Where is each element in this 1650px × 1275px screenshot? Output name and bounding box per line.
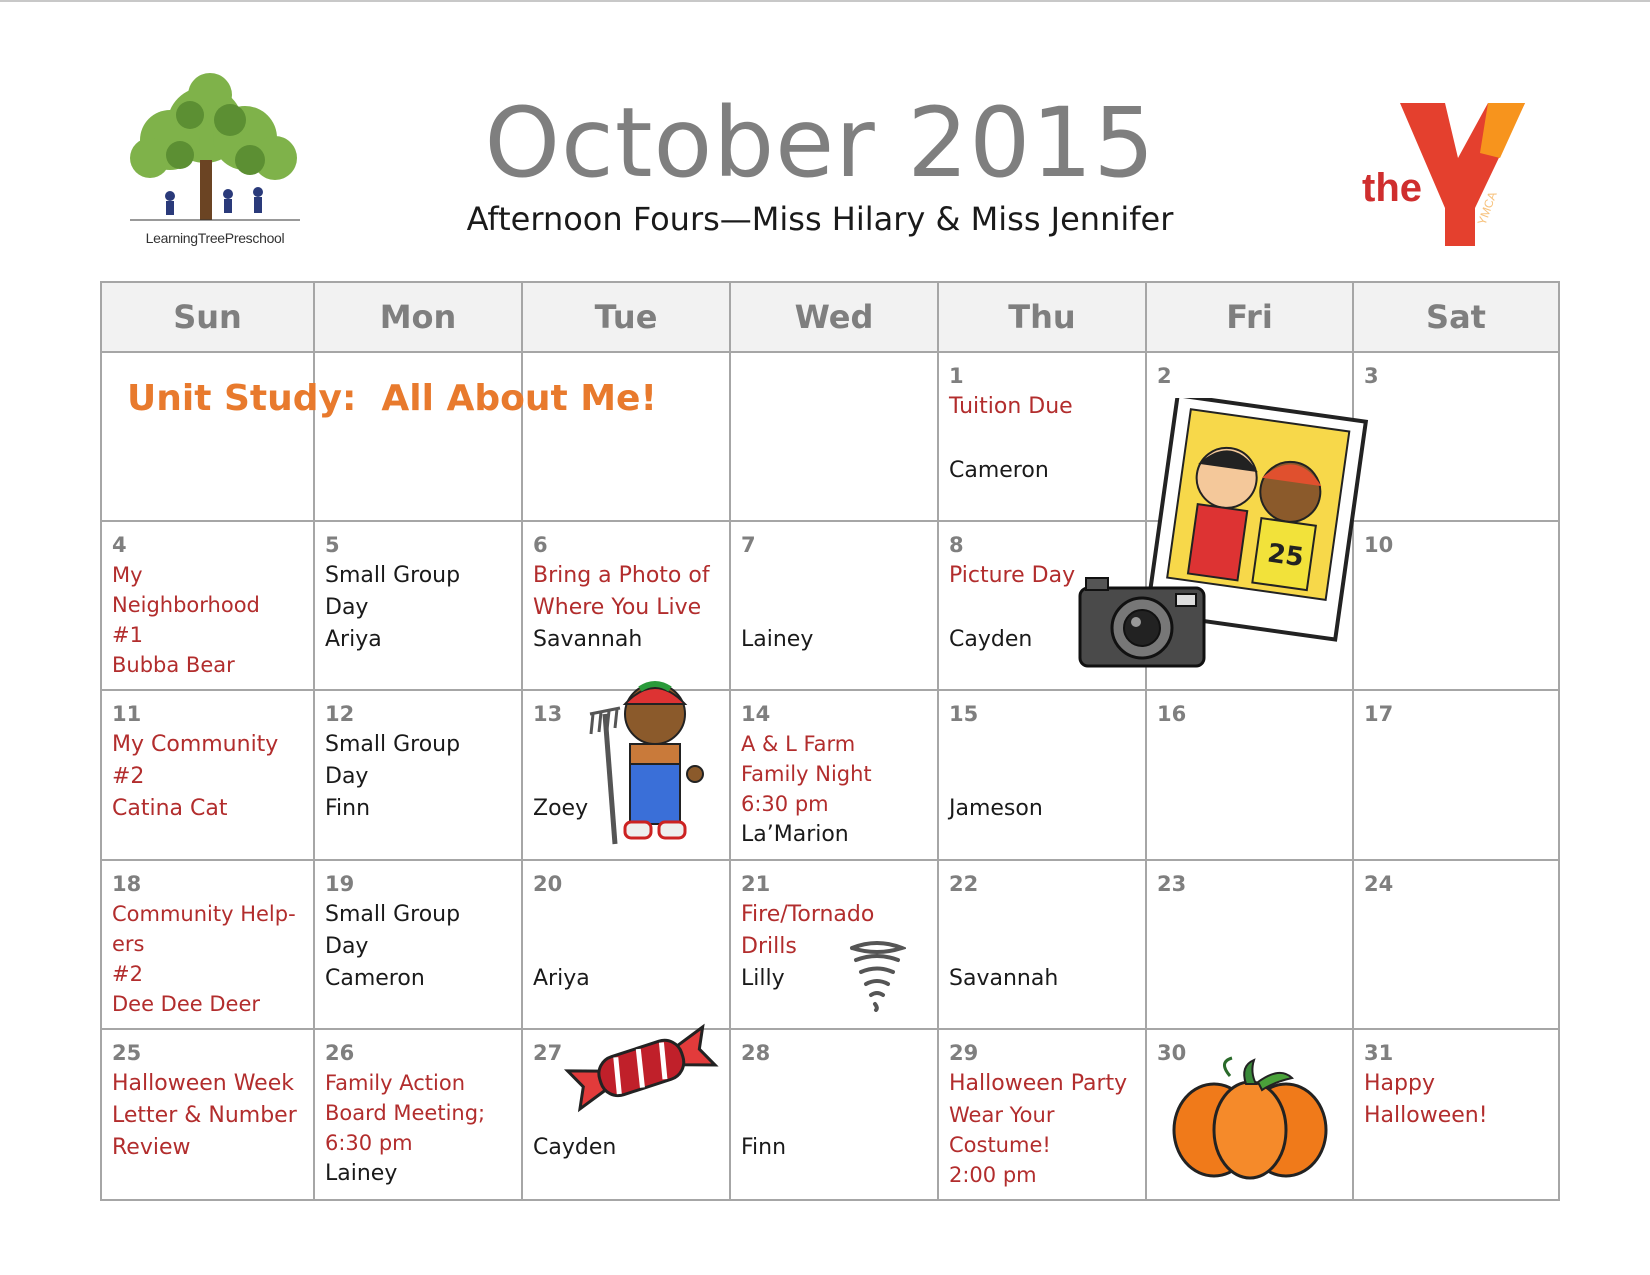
day-event-line: Bubba Bear (112, 652, 235, 677)
day-cell-1 (938, 352, 1146, 521)
day-event-line: A & L Farm (741, 731, 856, 756)
day-event-line: #2 (112, 763, 145, 789)
day-number: 22 (949, 872, 979, 897)
day-event-line: Lainey (325, 1161, 398, 1187)
day-cell-20 (522, 860, 730, 1029)
day-cell-24 (1353, 860, 1559, 1029)
day-cell-29 (938, 1029, 1146, 1200)
day-number: 1 (949, 364, 964, 388)
day-event-line: Small Group (325, 902, 461, 928)
day-event-line: Fire/Tornado (741, 902, 875, 928)
day-event-line: Cameron (949, 458, 1049, 483)
day-event-line (949, 423, 1135, 455)
day-number: 15 (949, 701, 979, 726)
weekday-header-row (101, 282, 1559, 352)
weekday-header: Sun (101, 282, 314, 352)
day-cell-12 (314, 690, 522, 861)
day-event-line: Catina Cat (112, 795, 228, 821)
day-cell-6 (522, 521, 730, 690)
day-event-line: Ariya (325, 626, 382, 652)
day-event-line: My (112, 562, 143, 587)
day-number: 2 (1157, 364, 1172, 388)
day-event-line: Day (325, 594, 369, 620)
day-event-line: ers (112, 932, 145, 957)
day-event-line: Cayden (533, 1135, 617, 1161)
day-event-line: La’Marion (741, 821, 849, 847)
week-row (101, 860, 1559, 1029)
day-cell-25 (101, 1029, 314, 1200)
day-event-line: #1 (112, 622, 143, 647)
weekday-header: Thu (938, 282, 1146, 352)
day-event-line: Jameson (949, 795, 1043, 821)
pumpkin-icon (1170, 1056, 1330, 1182)
day-event-line: My Community (112, 731, 279, 757)
day-cell-5 (314, 521, 522, 690)
day-event-line: Dee Dee Deer (112, 992, 261, 1017)
ymca-logo-sub: YMCA (1474, 189, 1500, 228)
weekday-header: Sat (1353, 282, 1559, 352)
day-event-line: Family Action (325, 1071, 466, 1096)
day-event-line (949, 899, 1135, 931)
day-event-line (949, 761, 1135, 793)
page-subtitle: Afternoon Fours—Miss Hilary & Miss Jennifer (466, 200, 1174, 238)
day-event-line: Halloween Party (949, 1071, 1128, 1097)
tornado-icon (848, 940, 906, 1012)
day-number: 30 (1157, 1041, 1187, 1066)
ymca-logo-text: the (1362, 166, 1422, 210)
day-event-line: Family Night (741, 761, 872, 786)
day-number: 3 (1364, 364, 1379, 388)
day-event-line: Lilly (741, 966, 785, 992)
camera-icon (1078, 572, 1208, 670)
weekday-header: Mon (314, 282, 522, 352)
day-event-line (741, 1068, 927, 1100)
day-cell-31 (1353, 1029, 1559, 1200)
day-event-line: Cameron (325, 966, 425, 992)
day-number: 8 (949, 532, 964, 557)
day-event-line: Halloween! (1364, 1103, 1488, 1129)
day-event-line: Savannah (949, 966, 1059, 992)
day-event-line: 2:00 pm (949, 1163, 1037, 1188)
day-event-line: Zoey (533, 795, 589, 821)
day-event-line: Wear Your (949, 1103, 1055, 1128)
day-event-line: Drills (741, 934, 797, 960)
top-rule (0, 0, 1650, 2)
day-number: 4 (112, 532, 127, 557)
day-event-line: Small Group (325, 731, 461, 757)
day-event-line: Savannah (533, 626, 643, 652)
day-event-line: Cayden (949, 626, 1033, 652)
day-event-line (741, 560, 927, 592)
day-number: 13 (533, 701, 563, 726)
day-event-line: 6:30 pm (325, 1131, 413, 1156)
day-event-line: Neighborhood (112, 592, 260, 617)
day-event-line (741, 1100, 927, 1132)
day-number: 21 (741, 872, 771, 897)
unit-study-banner: Unit Study: All About Me! (127, 378, 657, 419)
farmer-boy-icon (585, 674, 715, 852)
day-event-line: Picture Day (949, 562, 1076, 588)
day-number: 28 (741, 1041, 771, 1066)
day-number: 20 (533, 872, 563, 897)
weekday-header: Fri (1146, 282, 1353, 352)
day-event-line: Finn (741, 1135, 787, 1161)
day-number: 16 (1157, 701, 1187, 726)
day-number: 25 (112, 1041, 142, 1066)
day-number: 23 (1157, 872, 1187, 897)
day-cell-4 (101, 521, 314, 690)
day-event-line: Finn (325, 795, 371, 821)
day-number: 6 (533, 532, 548, 557)
day-event-line (741, 592, 927, 624)
day-number: 11 (112, 701, 142, 726)
day-event-line (533, 931, 719, 963)
day-cell-22 (938, 860, 1146, 1029)
weekday-header: Tue (522, 282, 730, 352)
day-cell-16 (1146, 690, 1353, 861)
ymca-logo (1350, 98, 1550, 258)
day-event-line: Where You Live (533, 594, 702, 620)
day-event-line: Ariya (533, 966, 590, 992)
day-cell-7 (730, 521, 938, 690)
day-number: 31 (1364, 1041, 1394, 1066)
day-cell-15 (938, 690, 1146, 861)
day-event-line: Community Help- (112, 902, 296, 927)
day-number: 14 (741, 701, 771, 726)
day-cell-26 (314, 1029, 522, 1200)
day-number: 7 (741, 532, 756, 557)
day-cell-11 (101, 690, 314, 861)
day-cell-28 (730, 1029, 938, 1200)
day-event-line: Halloween Week (112, 1071, 294, 1097)
day-event-line: Lainey (741, 626, 814, 652)
day-number: 29 (949, 1041, 979, 1066)
weekday-header: Wed (730, 282, 938, 352)
day-cell-14 (730, 690, 938, 861)
learning-tree-logo (110, 70, 320, 260)
day-number: 18 (112, 872, 142, 897)
day-event-line: Costume! (949, 1133, 1051, 1158)
page-title: October 2015 (484, 87, 1156, 199)
day-cell-empty (730, 352, 938, 521)
day-event-line: Day (325, 763, 369, 789)
day-event-line: #2 (112, 962, 143, 987)
learning-tree-logo-text: LearningTreePreschool (145, 230, 285, 246)
day-number: 10 (1364, 532, 1394, 557)
day-number: 24 (1364, 872, 1394, 897)
day-event-line: Board Meeting; (325, 1101, 486, 1126)
day-event-line: Day (325, 934, 369, 960)
day-event-line (533, 899, 719, 931)
day-cell-19 (314, 860, 522, 1029)
day-event-line: Tuition Due (949, 394, 1073, 419)
day-event-line (949, 931, 1135, 963)
day-number: 26 (325, 1041, 355, 1066)
day-event-line: Bring a Photo of (533, 562, 710, 588)
day-cell-17 (1353, 690, 1559, 861)
week-row (101, 1029, 1559, 1200)
day-number: 19 (325, 872, 355, 897)
day-number: 17 (1364, 701, 1394, 726)
day-number: 5 (325, 532, 340, 557)
day-cell-23 (1146, 860, 1353, 1029)
day-cell-18 (101, 860, 314, 1029)
day-event-line (949, 729, 1135, 761)
day-event-line: Happy (1364, 1071, 1435, 1097)
candy-icon (560, 1018, 722, 1116)
week-row (101, 690, 1559, 861)
day-event-line: Small Group (325, 562, 461, 588)
tree-logo-icon (110, 70, 320, 230)
day-number: 12 (325, 701, 355, 726)
day-event-line: Letter & Number (112, 1103, 297, 1129)
day-cell-21 (730, 860, 938, 1029)
svg-text:25: 25 (1265, 538, 1306, 574)
day-number: 27 (533, 1041, 563, 1066)
day-event-line: 6:30 pm (741, 791, 829, 816)
day-event-line: Review (112, 1135, 191, 1161)
